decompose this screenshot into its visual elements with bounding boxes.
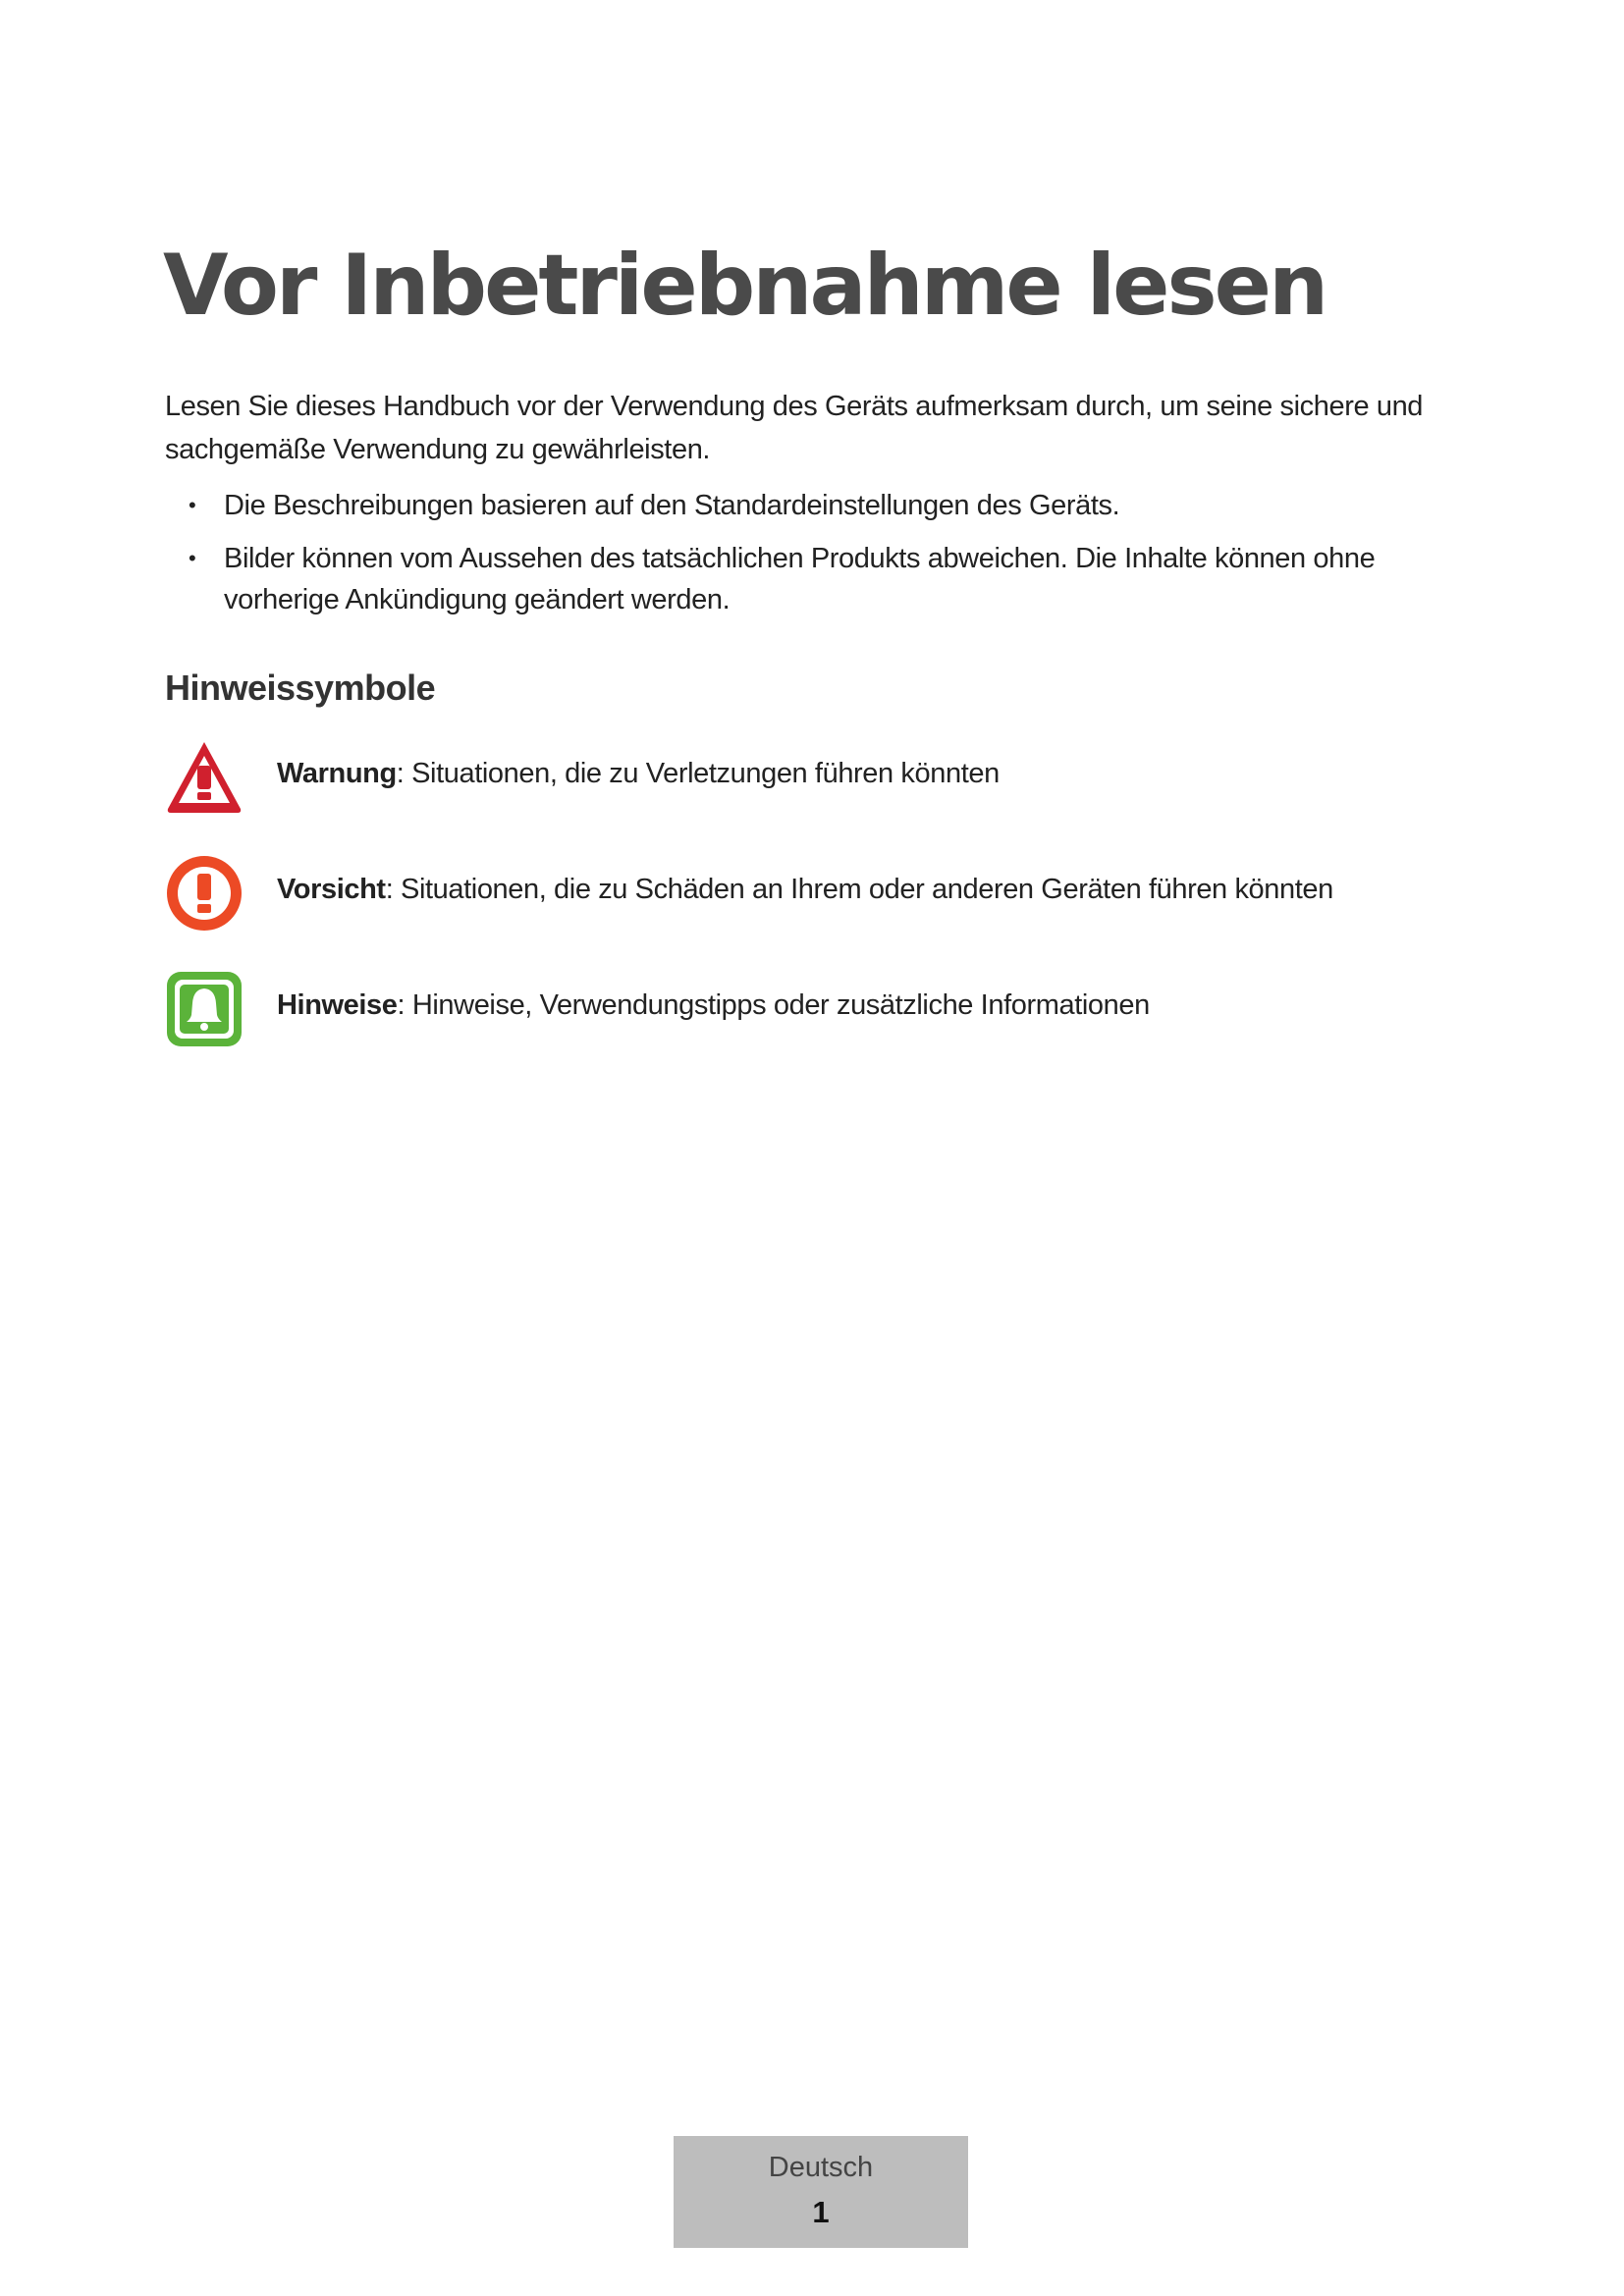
bell-note-icon [165, 970, 244, 1048]
warning-triangle-icon [165, 738, 244, 817]
notice-note [165, 970, 1490, 1048]
notice-separator: : [385, 874, 402, 905]
list-item-text: Bilder können vom Aussehen des tatsächlichen Produkts abweichen. Die Inhalte können ohne vorherige Ankündigung geändert werden. [224, 543, 1376, 615]
page-title: Vor Inbetriebnahme lesen [163, 237, 1326, 335]
notice-description: Situationen, die zu Schäden an Ihrem oder anderen Geräten führen könnten [401, 874, 1333, 905]
page-number: 1 [812, 2195, 830, 2229]
section-title: Hinweissymbole [165, 667, 436, 708]
notice-warning [165, 738, 1490, 817]
list-item-text: Die Beschreibungen basieren auf den Standardeinstellungen des Geräts. [224, 490, 1120, 521]
notice-caution [165, 854, 1490, 933]
bullet-list [165, 485, 1471, 632]
notice-text [277, 989, 1150, 1022]
caution-circle-icon [165, 854, 244, 933]
notice-description: Situationen, die zu Verletzungen führen könnten [411, 758, 1000, 789]
bullet-mark: • [189, 546, 196, 570]
intro-paragraph: Lesen Sie dieses Handbuch vor der Verwendung des Geräts aufmerksam durch, um seine sichere und sachgemäße Verwendung zu gewährleisten. [165, 391, 1424, 465]
notice-separator: : [397, 989, 412, 1021]
notice-term: Vorsicht [277, 874, 386, 905]
notice-text [277, 874, 1333, 906]
list-item [165, 538, 1471, 620]
bullet-mark: • [189, 493, 196, 517]
notice-term: Hinweise [277, 989, 398, 1021]
notice-text [277, 758, 1000, 790]
notice-term: Warnung [277, 758, 397, 789]
list-item [165, 485, 1471, 526]
notice-description: Hinweise, Verwendungstipps oder zusätzliche Informationen [411, 989, 1150, 1021]
footer-language: Deutsch [768, 2152, 874, 2183]
notice-separator: : [396, 758, 412, 789]
page-footer [674, 2136, 968, 2248]
